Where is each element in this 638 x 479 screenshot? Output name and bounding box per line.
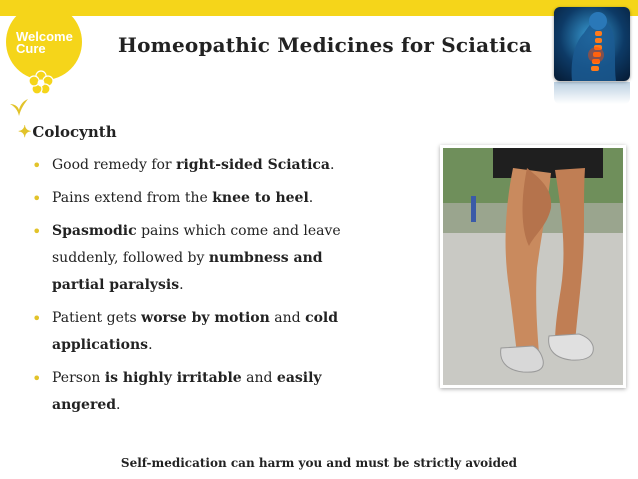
knee-pain-photo xyxy=(443,148,623,385)
disclaimer-footer: Self-medication can harm you and must be strictly avoided xyxy=(120,456,518,470)
list-item xyxy=(30,305,370,359)
top-accent-bar xyxy=(0,0,638,16)
body-text: pains which come and leave suddenly, followed by xyxy=(52,223,341,266)
emphasis-text: knee to heel xyxy=(212,190,309,206)
logo-line-2: Cure xyxy=(16,41,46,56)
list-item xyxy=(30,365,370,419)
body-text: and xyxy=(241,370,277,386)
body-text: . xyxy=(329,157,335,173)
list-item xyxy=(30,152,370,179)
emphasis-text: cold applications xyxy=(52,310,339,353)
body-text: . xyxy=(308,190,314,206)
emphasis-text: is highly irritable xyxy=(104,370,242,386)
bullet-dot-icon: • xyxy=(32,189,42,208)
sparkle-icon: ✦ xyxy=(18,122,32,141)
logo-text xyxy=(16,31,76,55)
body-text: . xyxy=(179,277,184,293)
bullet-dot-icon: • xyxy=(32,156,42,175)
body-text: Pains extend from the xyxy=(52,190,213,206)
symptom-list xyxy=(30,152,370,425)
emphasis-text: worse by motion xyxy=(141,310,270,326)
body-text: Good remedy for xyxy=(52,157,177,173)
list-item xyxy=(30,218,370,299)
emphasis-text: right-sided Sciatica xyxy=(176,157,330,173)
body-text: Person xyxy=(52,370,105,386)
flower-icon xyxy=(28,70,54,96)
remedy-name: Colocynth xyxy=(32,123,117,141)
emphasis-text: Spasmodic xyxy=(52,223,137,239)
spine-reflection xyxy=(554,82,630,104)
list-item xyxy=(30,185,370,212)
spine-xray-image xyxy=(554,7,630,81)
body-text: and xyxy=(269,310,306,326)
welcome-cure-logo xyxy=(6,4,86,84)
emphasis-text: easily angered xyxy=(52,370,322,413)
photo-illustration xyxy=(443,148,623,385)
bullet-dot-icon: • xyxy=(32,369,42,388)
section-heading xyxy=(18,122,117,141)
leaf-icon xyxy=(8,96,30,118)
bullet-dot-icon: • xyxy=(32,222,42,241)
body-text: . xyxy=(148,337,153,353)
logo-line-1: Welcome xyxy=(16,29,73,44)
emphasis-text: numbness and partial paralysis xyxy=(52,250,323,293)
body-text: . xyxy=(116,397,121,413)
bullet-dot-icon: • xyxy=(32,309,42,328)
body-text: Patient gets xyxy=(52,310,142,326)
page-title: Homeopathic Medicines for Sciatica xyxy=(118,33,533,57)
knee-pain-photo-frame xyxy=(440,145,626,388)
spine-illustration xyxy=(554,7,630,81)
